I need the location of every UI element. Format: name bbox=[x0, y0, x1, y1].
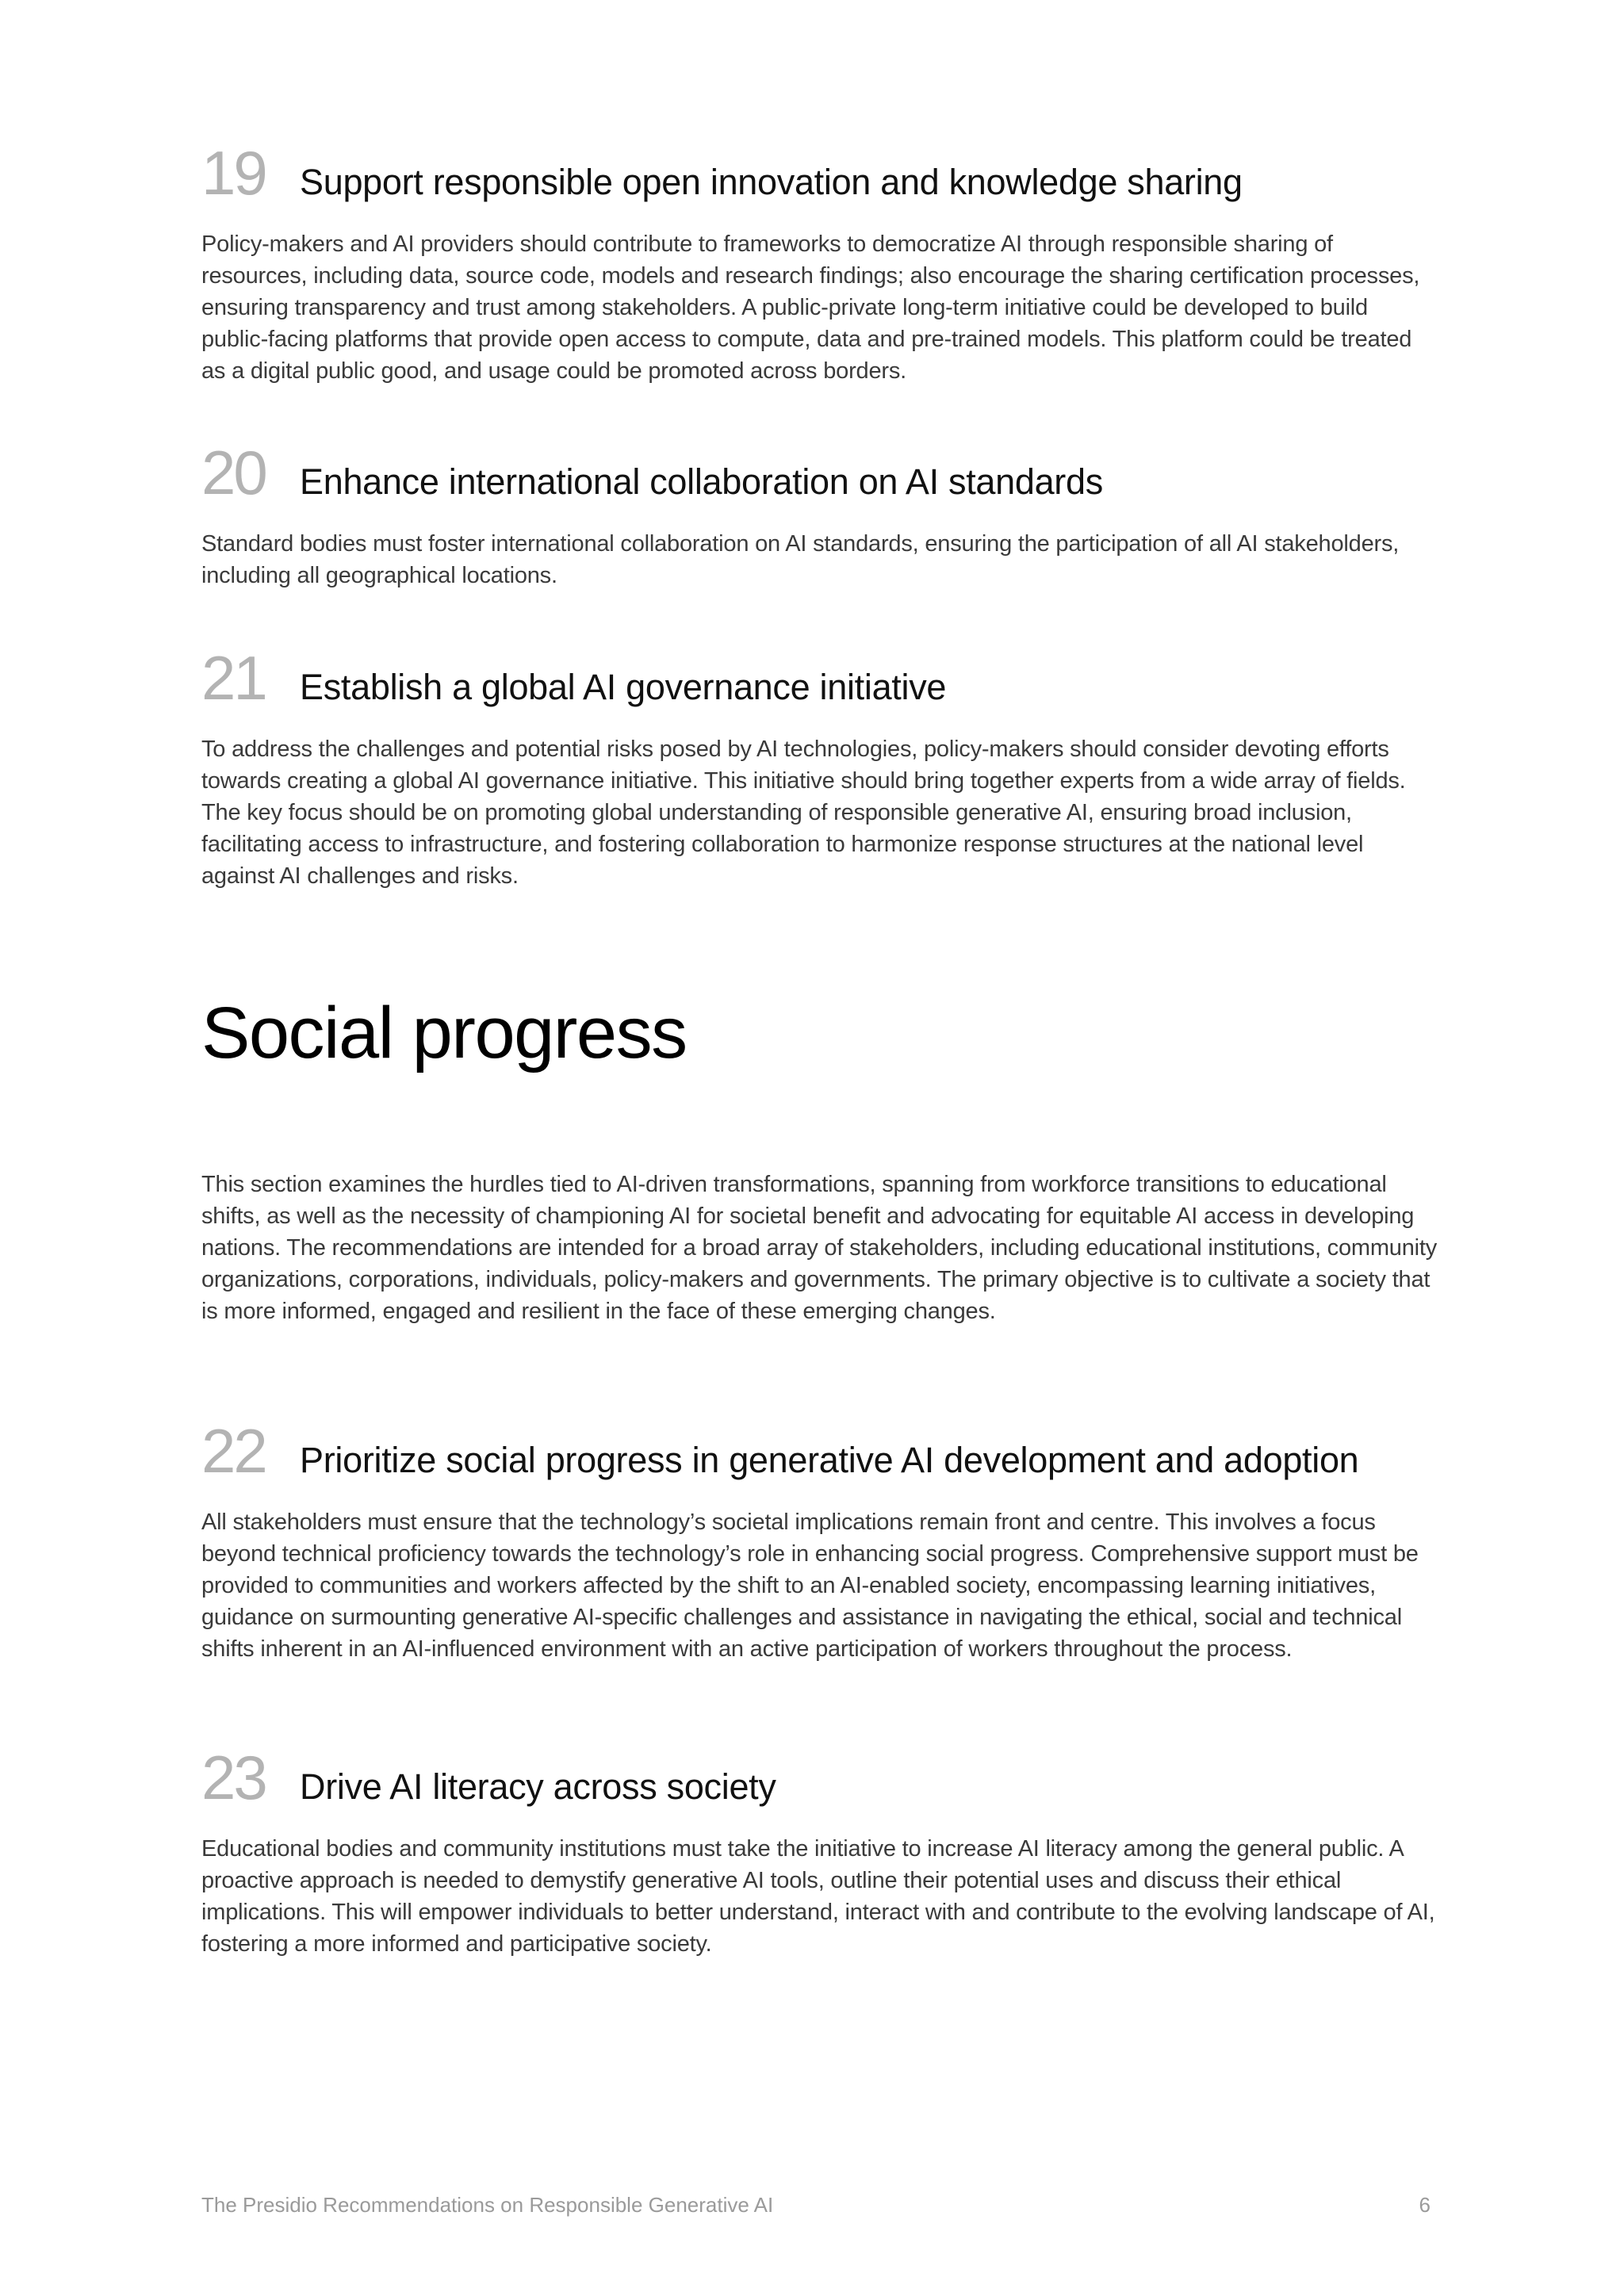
recommendation-23 bbox=[201, 1743, 1438, 1960]
recommendation-body: Educational bodies and community institutions must take the initiative to increase AI literacy among the general public. A proactive approach is needed to demystify generative AI tools, outline their potential uses and discuss their ethical implications. This will empower individuals to better understand, interact with and contribute to the evolving landscape of AI, fostering a more informed and participative society. bbox=[201, 1836, 1435, 1957]
recommendation-number: 20 bbox=[201, 438, 266, 507]
footer-page-number: 6 bbox=[1419, 2193, 1431, 2217]
recommendation-number: 23 bbox=[201, 1743, 266, 1812]
recommendation-body: All stakeholders must ensure that the technology’s societal implications remain front and centre. This involves a focus beyond technical proficiency towards the technology’s role in enhancing social progress. Comprehensive support must be provided to communities and workers affected by the shift to an AI-enabled society, encompassing learning initiatives, guidance on surmounting generative AI-specific challenges and assistance in navigating the ethical, social and technical shifts inherent in an AI-influenced environment with an active participation of workers throughout the process. bbox=[201, 1510, 1419, 1662]
recommendation-title: Support responsible open innovation and knowledge sharing bbox=[300, 162, 1243, 202]
recommendation-19 bbox=[201, 138, 1438, 387]
recommendation-body: To address the challenges and potential risks posed by AI technologies, policy-makers should consider devoting efforts towards creating a global AI governance initiative. This initiative should bring together experts from a wide array of fields. The key focus should be on promoting global understanding of responsible generative AI, ensuring broad inclusion, facilitating access to infrastructure, and fostering collaboration to harmonize response structures at the national level against AI challenges and risks. bbox=[201, 737, 1406, 889]
recommendation-title: Enhance international collaboration on AI standards bbox=[300, 461, 1103, 502]
recommendation-title: Establish a global AI governance initiative bbox=[300, 667, 947, 707]
recommendation-number: 19 bbox=[201, 138, 266, 208]
recommendation-heading bbox=[201, 643, 1438, 713]
recommendation-title: Prioritize social progress in generative AI development and adoption bbox=[300, 1440, 1359, 1480]
recommendation-21 bbox=[201, 643, 1438, 892]
recommendation-heading bbox=[201, 1416, 1438, 1486]
section-intro: This section examines the hurdles tied to AI-driven transformations, spanning from workforce transitions to educational shifts, as well as the necessity of championing AI for societal benefit and advocating for equitable AI access in developing nations. The recommendations are intended for a broad array of stakeholders, including educational institutions, community organizations, corporations, individuals, policy-makers and governments. The primary objective is to cultivate a society that is more informed, engaged and resilient in the face of these emerging changes. bbox=[201, 1172, 1438, 1324]
recommendation-body: Standard bodies must foster international collaboration on AI standards, ensuring the participation of all AI stakeholders, including all geographical locations. bbox=[201, 531, 1400, 588]
recommendation-number: 21 bbox=[201, 643, 266, 713]
recommendation-number: 22 bbox=[201, 1416, 266, 1486]
recommendation-22 bbox=[201, 1416, 1438, 1665]
footer-document-title: The Presidio Recommendations on Responsible Generative AI bbox=[201, 2193, 774, 2217]
recommendation-body: Policy-makers and AI providers should contribute to frameworks to democratize AI through responsible sharing of resources, including data, source code, models and research findings; also encourage the sharing certification processes, ensuring transparency and trust among stakeholders. A public-private long-term initiative could be developed to build public-facing platforms that provide open access to compute, data and pre-trained models. This platform could be treated as a digital public good, and usage could be promoted across borders. bbox=[201, 232, 1420, 384]
recommendation-heading bbox=[201, 138, 1438, 208]
recommendation-20 bbox=[201, 438, 1438, 591]
recommendation-heading bbox=[201, 1743, 1438, 1812]
recommendation-heading bbox=[201, 438, 1438, 507]
recommendation-title: Drive AI literacy across society bbox=[300, 1766, 776, 1807]
section-title: Social progress bbox=[201, 993, 687, 1073]
